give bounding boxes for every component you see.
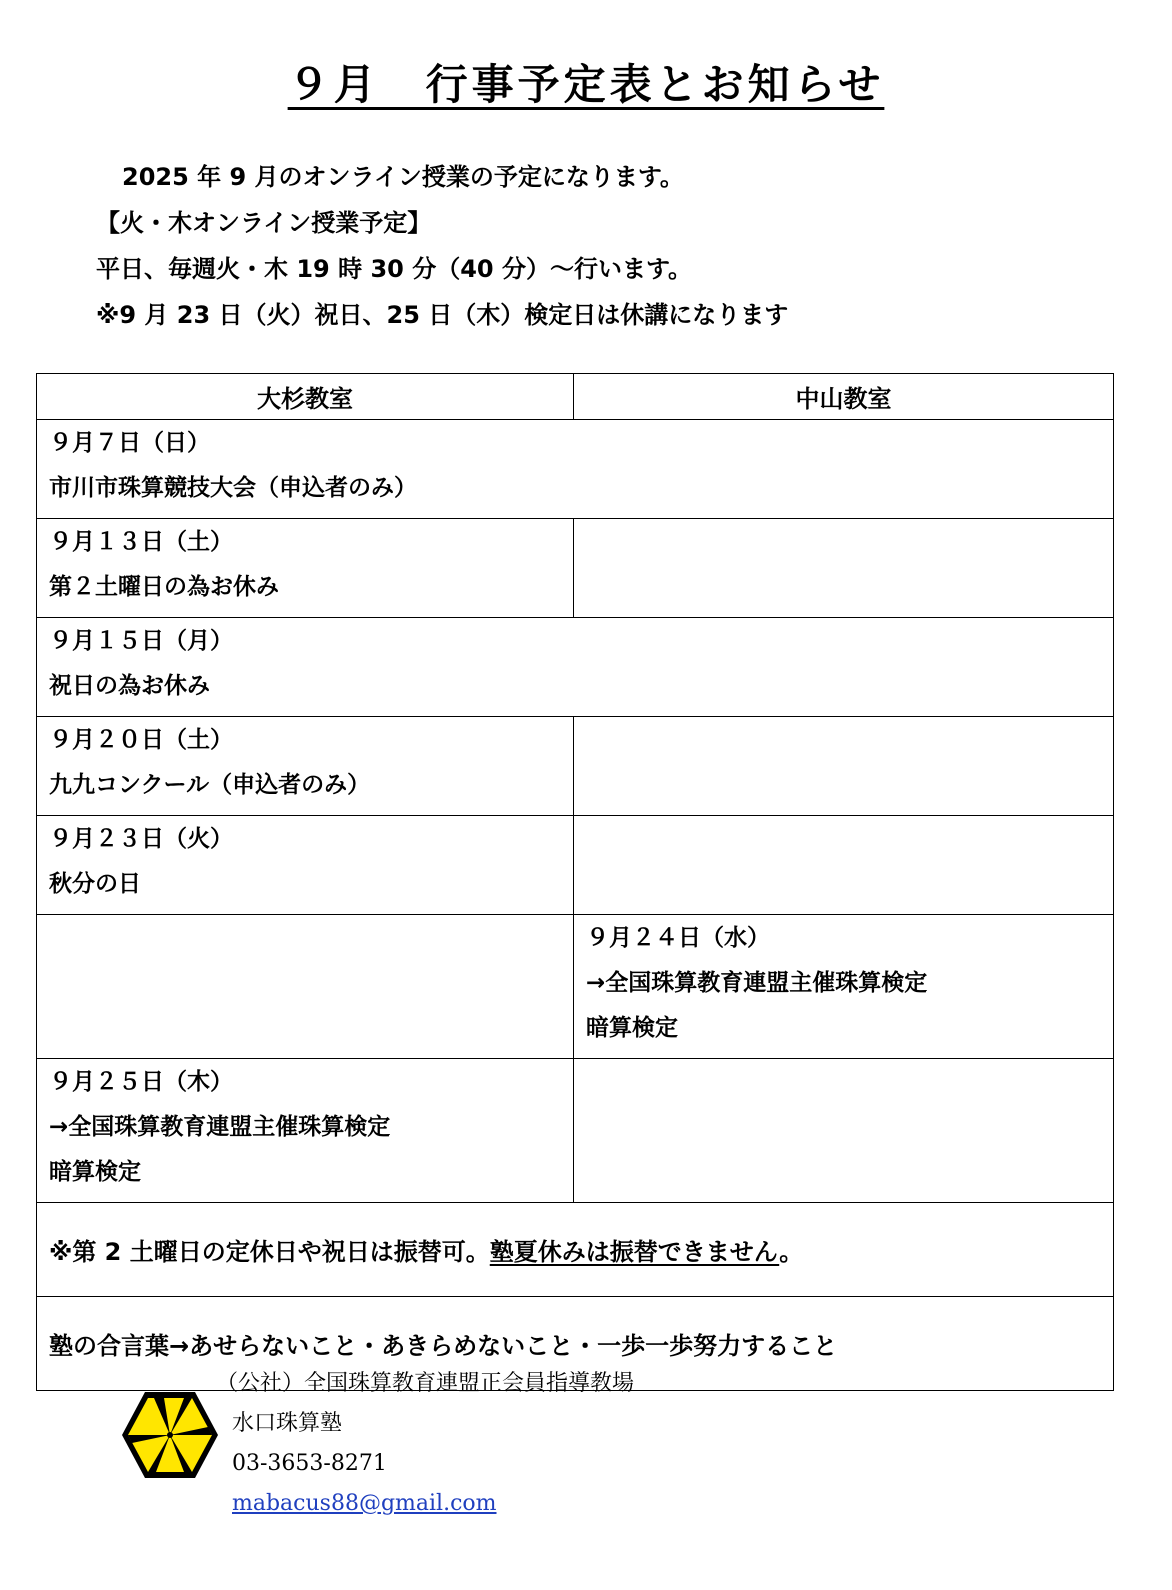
table-cell <box>574 915 1114 1059</box>
table-cell <box>37 618 1114 717</box>
table-cell <box>37 420 1114 519</box>
substitution-note <box>37 1203 1114 1297</box>
table-cell <box>37 717 574 816</box>
event-date: ９月２３日（火） <box>49 826 233 852</box>
table-row-note <box>37 1203 1114 1297</box>
table-row <box>37 420 1114 519</box>
intro-line-3: 平日、毎週火・木 19 時 30 分（40 分）～行います。 <box>96 255 693 283</box>
intro-line-1: 2025 年 9 月のオンライン授業の予定になります。 <box>122 163 684 191</box>
table-row <box>37 816 1114 915</box>
footer-text <box>216 1370 634 1530</box>
table-cell-empty <box>574 1059 1114 1203</box>
table-cell-empty <box>574 816 1114 915</box>
event-text: 祝日の為お休み <box>49 673 210 699</box>
event-date: ９月２０日（土） <box>49 727 233 753</box>
event-date: ９月７日（日） <box>49 430 210 456</box>
substitution-note-a: ※第 2 土曜日の定休日や祝日は振替可。 <box>49 1238 490 1266</box>
page-title <box>0 52 1172 112</box>
footer-school-name: 水口珠算塾 <box>232 1411 343 1436</box>
intro-line-4: ※9 月 23 日（火）祝日、25 日（木）検定日は休講になります <box>96 301 789 329</box>
footer-phone: 03-3653-8271 <box>232 1451 387 1476</box>
table-header-row <box>37 374 1114 420</box>
event-date: ９月１３日（土） <box>49 529 233 555</box>
table-row <box>37 1059 1114 1203</box>
footer-email-link[interactable]: mabacus88@gmail.com <box>232 1491 497 1516</box>
event-text-2: 暗算検定 <box>586 1015 678 1041</box>
event-date: ９月２５日（木） <box>49 1069 233 1095</box>
substitution-note-c: 。 <box>779 1238 804 1266</box>
event-text: 秋分の日 <box>49 871 141 897</box>
table-row <box>37 717 1114 816</box>
intro-line-2: 【火・木オンライン授業予定】 <box>96 209 432 237</box>
table-cell-empty <box>37 915 574 1059</box>
page-title-text: ９月 行事予定表とお知らせ <box>287 60 885 109</box>
header-osugi: 大杉教室 <box>37 374 574 420</box>
event-text: →全国珠算教育連盟主催珠算検定 <box>586 970 928 996</box>
table-row <box>37 618 1114 717</box>
footer <box>120 1370 720 1570</box>
table-cell <box>37 816 574 915</box>
schedule-table <box>36 373 1114 1391</box>
event-text: 第２土曜日の為お休み <box>49 574 279 600</box>
event-text: →全国珠算教育連盟主催珠算検定 <box>49 1114 391 1140</box>
abacus-school-logo-icon <box>120 1390 220 1480</box>
header-nakayama: 中山教室 <box>574 374 1114 420</box>
event-text: 市川市珠算競技大会（申込者のみ） <box>49 475 417 501</box>
footer-org: （公社）全国珠算教育連盟正会員指導教場 <box>216 1371 635 1396</box>
table-row <box>37 915 1114 1059</box>
event-text-2: 暗算検定 <box>49 1159 141 1185</box>
table-cell-empty <box>574 717 1114 816</box>
table-row <box>37 519 1114 618</box>
intro-block <box>96 160 788 344</box>
school-motto: 塾の合言葉→あせらないこと・あきらめないこと・一歩一歩努力すること <box>37 1297 1114 1391</box>
substitution-note-b: 塾夏休みは振替できません <box>489 1238 780 1266</box>
table-cell <box>37 1059 574 1203</box>
table-cell-empty <box>574 519 1114 618</box>
event-date: ９月２４日（水） <box>586 925 770 951</box>
event-text: 九九コンクール（申込者のみ） <box>49 772 371 798</box>
table-cell <box>37 519 574 618</box>
event-date: ９月１５日（月） <box>49 628 233 654</box>
